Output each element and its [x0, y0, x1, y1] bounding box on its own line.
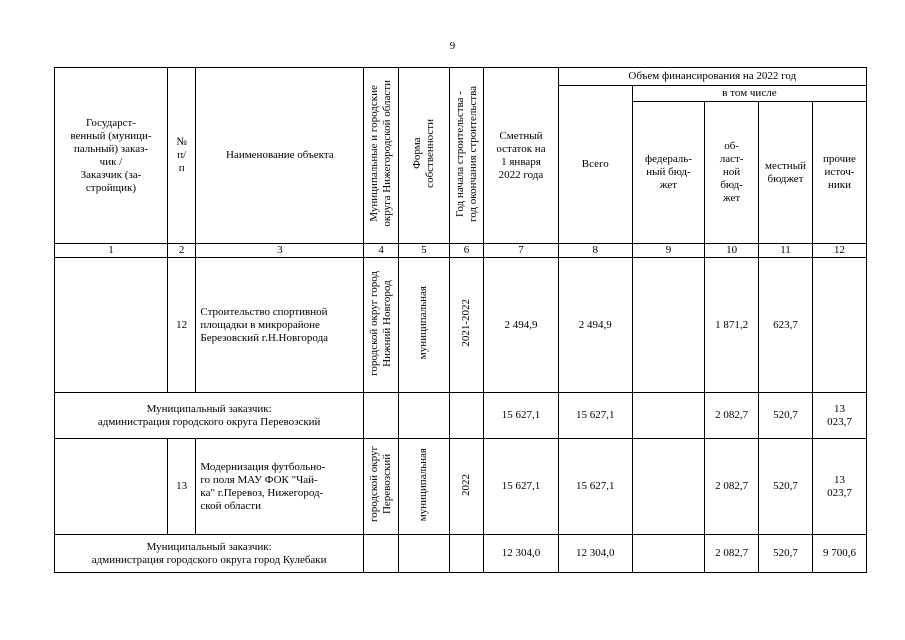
row-num: 12: [167, 258, 195, 393]
group-ownership: [398, 535, 449, 573]
header-ownership: [398, 68, 449, 244]
row-object-name: [196, 258, 364, 393]
header-total-text: Всего: [581, 158, 609, 170]
row-customer: [55, 439, 168, 535]
column-number-row: [55, 244, 867, 258]
financing-table: [54, 67, 867, 573]
group-years: [449, 393, 484, 439]
row-municipality: [364, 258, 399, 393]
row-years: [449, 439, 484, 535]
group-customer: [55, 535, 364, 573]
row-balance: 2 494,9: [484, 258, 558, 393]
row-num: 13: [167, 439, 195, 535]
column-number: 9: [632, 244, 704, 258]
row-years: [449, 258, 484, 393]
group-other: 9 700,6: [812, 535, 866, 573]
header-regional: [705, 102, 759, 244]
row-other-text: 13 023,7: [827, 473, 852, 499]
row-ownership-text: муниципальная: [417, 447, 430, 522]
row-balance: 15 627,1: [484, 439, 558, 535]
header-num: [167, 68, 195, 244]
header-regional-text: об- ласт- ной бюд- жет: [719, 140, 744, 204]
column-number: 5: [398, 244, 449, 258]
row-other: [812, 439, 866, 535]
header-object-name-text: Наименование объекта: [226, 149, 334, 161]
group-total: 15 627,1: [558, 393, 632, 439]
row-object-name: [196, 439, 364, 535]
row-total: 2 494,9: [558, 258, 632, 393]
header-local-text: местный бюджет: [765, 159, 806, 185]
group-customer: [55, 393, 364, 439]
group-federal: [632, 393, 704, 439]
row-regional: 2 082,7: [705, 439, 759, 535]
group-years: [449, 535, 484, 573]
table-row: [55, 439, 867, 535]
row-regional: 1 871,2: [705, 258, 759, 393]
header-total: [558, 86, 632, 244]
row-municipality-text: городской округ город Нижний Новгород: [368, 270, 394, 376]
row-federal: [632, 258, 704, 393]
group-regional: 2 082,7: [705, 393, 759, 439]
group-customer-text: Муниципальный заказчик: администрация городского округа город Кулебаки: [91, 540, 327, 566]
column-number: 4: [364, 244, 399, 258]
group-municipality: [364, 393, 399, 439]
group-ownership: [398, 393, 449, 439]
row-ownership: [398, 439, 449, 535]
header-funding-text: Объем финансирования на 2022 год: [628, 70, 797, 82]
header-years: [449, 68, 484, 244]
row-ownership: [398, 258, 449, 393]
column-number: 8: [558, 244, 632, 258]
header-years-text: Год начала строительства - год окончания строительства: [453, 85, 479, 222]
header-balance: [484, 68, 558, 244]
group-municipality: [364, 535, 399, 573]
header-ownership-text: Форма собственности: [410, 119, 436, 188]
group-balance: 15 627,1: [484, 393, 558, 439]
group-regional: 2 082,7: [705, 535, 759, 573]
column-number: 3: [196, 244, 364, 258]
header-including: [632, 86, 866, 102]
column-number: 7: [484, 244, 558, 258]
header-municipality: [364, 68, 399, 244]
header-local: [759, 102, 813, 244]
column-number: 2: [167, 244, 195, 258]
group-balance: 12 304,0: [484, 535, 558, 573]
column-number: 6: [449, 244, 484, 258]
row-customer: [55, 258, 168, 393]
group-total: 12 304,0: [558, 535, 632, 573]
header-customer-text: Государст- венный (муници- пальный) заказ- чик / Заказчик (за- стройщик): [70, 116, 152, 194]
group-row: [55, 535, 867, 573]
header-other: [812, 102, 866, 244]
header-balance-text: Сметный остаток на 1 января 2022 года: [496, 129, 546, 181]
row-years-text: 2021-2022: [460, 299, 473, 347]
column-number: 12: [812, 244, 866, 258]
header-federal-text: федераль- ный бюд- жет: [644, 153, 692, 191]
header-num-text: № п/ п: [176, 136, 187, 174]
header-customer: [55, 68, 168, 244]
row-local: 623,7: [759, 258, 813, 393]
row-local: 520,7: [759, 439, 813, 535]
row-years-text: 2022: [460, 473, 473, 496]
page-number: 9: [449, 40, 456, 52]
header-including-text: в том числе: [722, 87, 777, 99]
table-row: [55, 258, 867, 393]
column-number: 11: [759, 244, 813, 258]
row-municipality-text: городской округ Перевозский: [368, 446, 394, 523]
row-object-name-text: Строительство спортивной площадки в микрорайоне Березовский г.Н.Новгорода: [200, 305, 329, 344]
header-object-name: [196, 68, 364, 244]
group-local: 520,7: [759, 393, 813, 439]
group-other: [812, 393, 866, 439]
group-federal: [632, 535, 704, 573]
column-number: 1: [55, 244, 168, 258]
row-total: 15 627,1: [558, 439, 632, 535]
row-federal: [632, 439, 704, 535]
group-customer-text: Муниципальный заказчик: администрация городского округа Перевозский: [97, 402, 321, 428]
header-municipality-text: Муниципальные и городские округа Нижегородской области: [368, 80, 394, 227]
row-ownership-text: муниципальная: [417, 286, 430, 360]
header-funding: [558, 68, 866, 86]
group-row: [55, 393, 867, 439]
row-municipality: [364, 439, 399, 535]
header-other-text: прочие источ- ники: [823, 153, 856, 191]
row-object-name-text: Модернизация футбольно- го поля МАУ ФОК "Чай- ка" г.Перевоз, Нижегород- ской области: [200, 460, 326, 512]
group-other-text: 13 023,7: [827, 402, 852, 428]
row-other: [812, 258, 866, 393]
group-local: 520,7: [759, 535, 813, 573]
column-number: 10: [705, 244, 759, 258]
header-federal: [632, 102, 704, 244]
